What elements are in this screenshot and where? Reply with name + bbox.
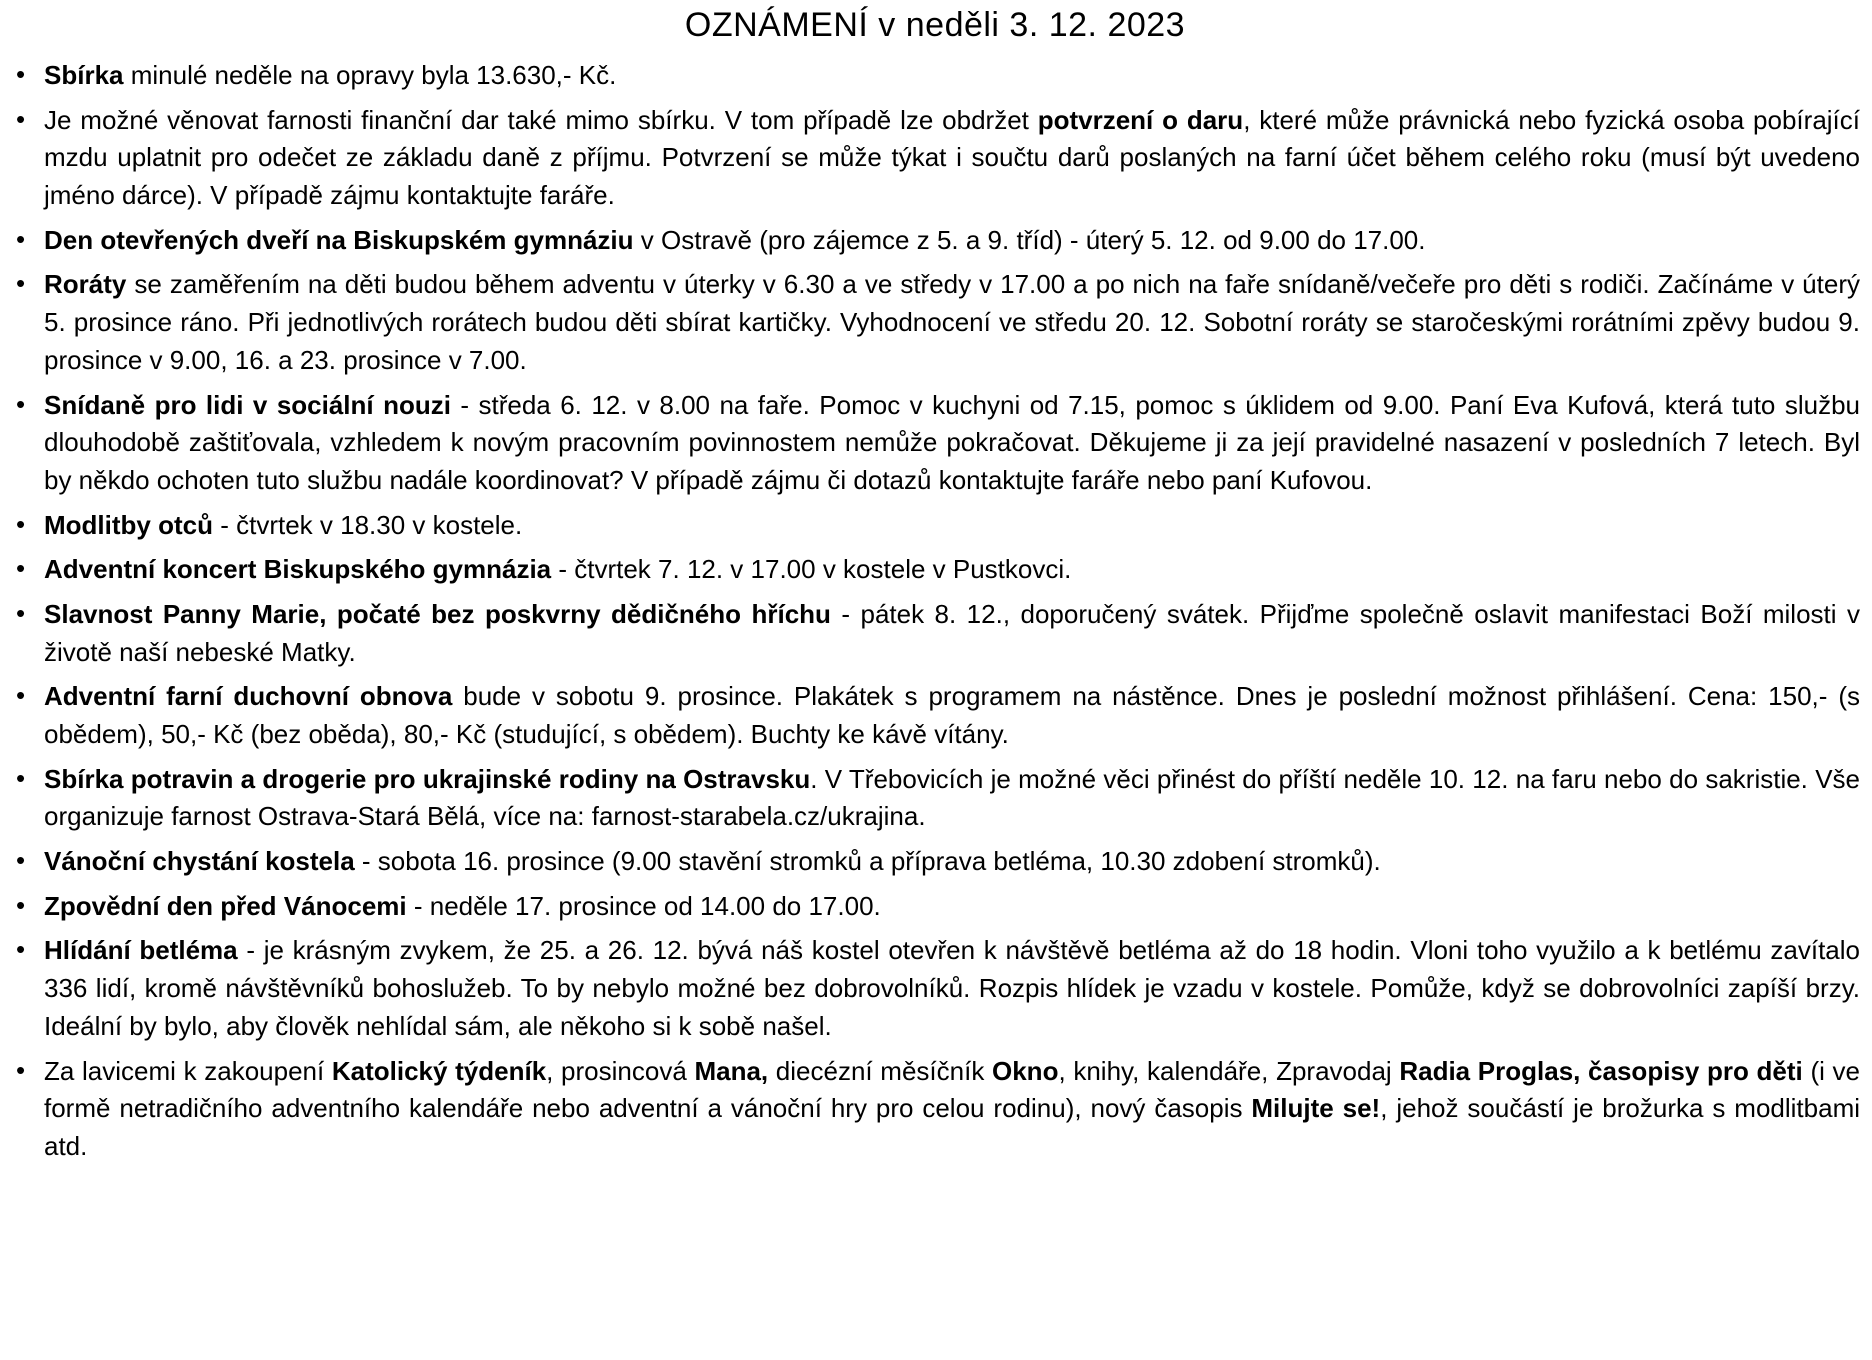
list-item — [10, 57, 1860, 95]
list-item — [10, 761, 1860, 836]
list-item-text — [44, 764, 1860, 832]
bullet-icon: • — [16, 508, 26, 539]
page-title: OZNÁMENÍ v neděli 3. 12. 2023 — [684, 6, 1186, 44]
text-segment: minulé neděle na opravy byla 13.630,- Kč. — [123, 60, 617, 90]
text-segment-bold: Adventní koncert Biskupského gymnázia — [44, 554, 552, 585]
list-item — [10, 678, 1860, 753]
text-segment: (i ve formě netradičního adventního kalendáře nebo adventní a vánoční hry pro celou rodinu), nový časopis — [44, 1055, 1860, 1124]
list-item-text — [44, 390, 1860, 495]
text-segment-bold: Snídaně pro lidi v sociální nouzi — [44, 389, 451, 420]
text-segment: - sobota 16. prosince (9.00 stavění stromků a příprava betléma, 10.30 zdobení stromků). — [354, 846, 1381, 877]
bullet-icon: • — [16, 553, 26, 584]
list-item — [10, 102, 1860, 215]
list-item — [10, 1053, 1860, 1166]
text-segment: - čtvrtek v 18.30 v kostele. — [212, 509, 523, 540]
bullet-icon: • — [16, 845, 26, 876]
list-item-text — [44, 60, 616, 90]
list-item — [10, 266, 1860, 379]
text-segment: - je krásným zvykem, že 25. a 26. 12. bývá náš kostel otevřen k návštěvě betléma až do 18 hodin. Vloni toho využilo a k betlému zavítalo 336 lidí, kromě návštěvníků bohoslužeb. To by nebylo možné bez dobrovolníků. Rozpis hlídek je vzadu v kostele. Pomůže, když se dobrovolníci zapíší brzy. Ideální by bylo, aby člověk nehlídal sám, ale někoho si k sobě našel. — [44, 935, 1861, 1041]
list-item — [10, 507, 1860, 545]
text-segment: bude v sobotu 9. prosince. Plakátek s programem na nástěnce. Dnes je poslední možnost přihlášení. Cena: 150,- (s obědem), 50,- Kč (bez oběda), 80,- Kč (studující, s obědem). Buchty ke kávě vítány. — [44, 681, 1860, 749]
bullet-icon: • — [16, 223, 26, 254]
text-segment-bold: Sbírka — [44, 60, 124, 90]
bullet-icon: • — [16, 388, 26, 419]
list-item-text — [44, 269, 1860, 374]
list-item — [10, 888, 1860, 926]
list-item-text — [44, 510, 522, 540]
text-segment: Za lavicemi k zakoupení — [44, 1055, 332, 1086]
text-segment: se zaměřením na děti budou během adventu v úterky v 6.30 a ve středy v 17.00 a po nich na faře snídaně/večeře pro děti s rodiči. Začínáme v úterý 5. prosince ráno. Při jednotlivých rorátech budou děti sbírat kartičky. Vyhodnocení ve středu 20. 12. Sobotní roráty se staročeskými rorátními zpěvy budou 9. prosince v 9.00, 16. a 23. prosince v 7.00. — [44, 269, 1860, 375]
text-segment-bold: Den otevřených dveří na Biskupském gymnáziu — [44, 224, 634, 255]
text-segment-bold: Radia Proglas, časopisy pro děti — [1399, 1055, 1803, 1086]
text-segment-bold: Vánoční chystání kostela — [44, 846, 355, 877]
text-segment: diecézní měsíčník — [768, 1055, 992, 1086]
text-segment-bold: Sbírka potravin a drogerie pro ukrajinské rodiny na Ostravsku — [44, 763, 811, 794]
bullet-icon: • — [16, 103, 26, 134]
list-item-text — [44, 681, 1860, 749]
bullet-icon: • — [16, 597, 26, 628]
text-segment: - pátek 8. 12., doporučený svátek. Přijďme společně oslavit manifestaci Boží milosti v životě naší nebeské Matky. — [44, 598, 1860, 667]
list-item-text — [44, 105, 1860, 210]
text-segment: - neděle 17. prosince od 14.00 do 17.00. — [406, 890, 881, 921]
text-segment: Je možné věnovat farnosti finanční dar také mimo sbírku. V tom případě lze obdržet — [44, 104, 1038, 135]
list-item-text — [44, 1056, 1860, 1161]
text-segment: - středa 6. 12. v 8.00 na faře. Pomoc v kuchyni od 7.15, pomoc s úklidem od 9.00. Paní Eva Kufová, která tuto službu dlouhodobě zaštiťovala, vzhledem k novým pracovním povinnostem nemůže pokračovat. Děkujeme ji za její pravidelné nasazení v posledních 7 letech. Byl by někdo ochoten tuto službu nadále koordinovat? V případě zájmu či dotazů kontaktujte faráře nebo paní Kufovou. — [44, 389, 1860, 495]
text-segment-bold: Modlitby otců — [44, 509, 213, 540]
text-segment: , knihy, kalendáře, Zpravodaj — [1058, 1055, 1400, 1086]
bullet-icon: • — [16, 1054, 26, 1085]
list-item-text — [44, 935, 1860, 1040]
text-segment: - čtvrtek 7. 12. v 17.00 v kostele v Pustkovci. — [551, 554, 1072, 585]
bullet-icon: • — [16, 59, 26, 89]
list-item-text — [44, 225, 1426, 255]
list-item — [10, 843, 1860, 881]
bullet-icon: • — [16, 268, 26, 299]
list-item-text — [44, 599, 1860, 667]
list-item-text — [44, 554, 1071, 584]
text-segment-bold: Roráty — [44, 269, 127, 300]
text-segment-bold: Adventní farní duchovní obnova — [44, 681, 453, 712]
text-segment: v Ostravě (pro zájemce z 5. a 9. tříd) - úterý 5. 12. od 9.00 do 17.00. — [633, 224, 1426, 255]
text-segment-bold: Zpovědní den před Vánocemi — [44, 890, 407, 921]
list-item — [10, 387, 1860, 500]
text-segment-bold: Hlídání betléma — [44, 935, 238, 966]
text-segment-bold: potvrzení o daru — [1037, 104, 1244, 135]
list-item-text — [44, 891, 881, 921]
bullet-icon: • — [16, 680, 26, 711]
text-segment-bold: Katolický týdeník — [331, 1055, 547, 1086]
list-item — [10, 932, 1860, 1045]
text-segment: , prosincová — [546, 1055, 695, 1086]
list-item — [10, 596, 1860, 671]
list-item — [10, 222, 1860, 260]
text-segment: , jehož součástí je brožurka s modlitbami atd. — [44, 1093, 1860, 1161]
text-segment-bold: Okno — [992, 1055, 1059, 1086]
bullet-icon: • — [16, 762, 26, 793]
announcement-list — [10, 57, 1860, 1166]
bullet-icon: • — [16, 889, 26, 920]
bullet-icon: • — [16, 934, 26, 965]
text-segment: . V Třebovicích je možné věci přinést do příští neděle 10. 12. na faru nebo do sakristie. Vše organizuje farnost Ostrava-Stará Bělá, více na: farnost-starabela.cz/ukrajina. — [44, 763, 1860, 832]
text-segment-bold: Milujte se! — [1251, 1093, 1381, 1124]
list-item-text — [44, 846, 1381, 876]
text-segment: , které může právnická nebo fyzická osoba pobírající mzdu uplatnit pro odečet ze základu daně z příjmu. Potvrzení se může týkat i součtu darů poslaných na farní účet během celého roku (musí být uvedeno jméno dárce). V případě zájmu kontaktujte faráře. — [44, 104, 1861, 211]
text-segment-bold: Mana, — [694, 1055, 769, 1086]
list-item — [10, 551, 1860, 589]
text-segment-bold: Slavnost Panny Marie, počaté bez poskvrny dědičného hříchu — [44, 598, 831, 629]
